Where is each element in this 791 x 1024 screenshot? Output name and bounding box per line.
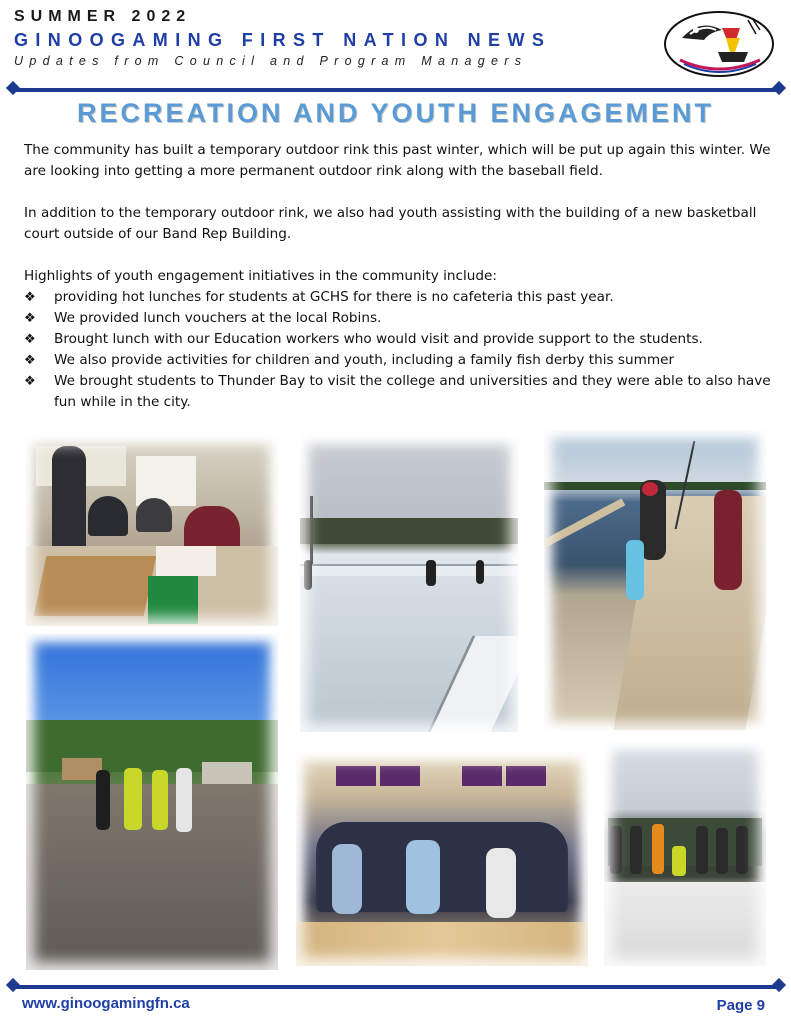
paragraph-rink: The community has built a temporary outdoor rink this past winter, which will be put up again this winter. We are looking into getting a more permanent outdoor rink along with the baseball field.	[24, 142, 771, 179]
winter-group-photo	[604, 742, 766, 966]
diamond-bullet-icon: ❖	[24, 311, 36, 326]
basketball-court-photo	[26, 634, 278, 970]
list-item: ❖ providing hot lunches for students at GCHS for there is no cafeteria this past year.	[24, 287, 774, 308]
diamond-bullet-icon: ❖	[24, 353, 36, 368]
list-item: ❖ We provided lunch vouchers at the local Robins.	[24, 308, 774, 329]
ginoogaming-logo	[660, 8, 778, 80]
highlights-list	[24, 287, 774, 413]
header-divider	[12, 88, 780, 92]
page-number: Page 9	[716, 997, 765, 1014]
header-season: SUMMER 2022	[14, 8, 192, 25]
diamond-bullet-icon: ❖	[24, 332, 36, 347]
classroom-lunch-photo	[26, 436, 278, 626]
website-link[interactable]: www.ginoogamingfn.ca	[22, 995, 190, 1012]
paragraph-basketball: In addition to the temporary outdoor rink, we also had youth assisting with the building of a new basketball court outside of our Band Rep Building.	[24, 205, 757, 242]
highlights-intro: Highlights of youth engagement initiatives in the community include:	[24, 268, 497, 284]
bowling-group-photo	[296, 752, 588, 966]
list-item: ❖ We brought students to Thunder Bay to visit the college and universities and they were able to also have fun while in the city.	[24, 373, 771, 410]
list-item: ❖ Brought lunch with our Education workers who would visit and provide support to the students.	[24, 329, 774, 350]
newsletter-subtitle: Updates from Council and Program Managers	[14, 54, 528, 68]
footer-divider	[12, 985, 780, 989]
outdoor-rink-photo	[300, 436, 518, 732]
list-item: ❖ We also provide activities for children and youth, including a family fish derby this summer	[24, 350, 774, 371]
fishing-dock-photo	[544, 430, 766, 730]
section-title: RECREATION AND YOUTH ENGAGEMENT	[76, 98, 715, 128]
newsletter-title: GINOOGAMING FIRST NATION NEWS	[14, 30, 552, 50]
diamond-bullet-icon: ❖	[24, 374, 36, 389]
diamond-bullet-icon: ❖	[24, 290, 36, 305]
article-body	[24, 140, 774, 413]
